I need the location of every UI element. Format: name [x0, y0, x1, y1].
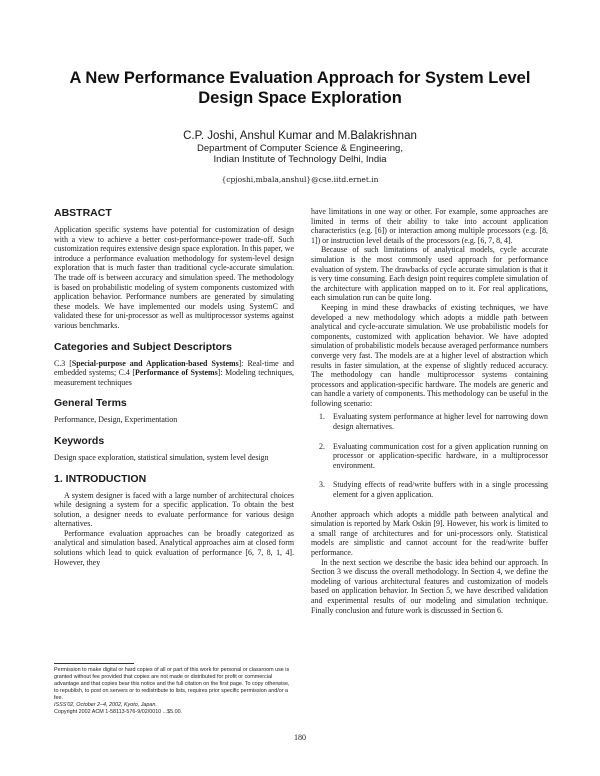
venue-text: ISSS'02, October 2–4, 2002, Kyoto, Japan. [54, 702, 157, 708]
institution: Indian Institute of Technology Delhi, India [213, 153, 387, 165]
author-emails: {cpjoshi,mbala,anshul}@cse.iitd.ernet.in [221, 175, 379, 184]
left-column [54, 207, 294, 577]
general-terms-heading: General Terms [54, 397, 127, 410]
c4-rest: ]: Modeling techniques, measurement techniques [54, 368, 295, 387]
list-item: 3. Studying effects of read/write buffers with in a single processing element for a given application. [319, 480, 548, 500]
intro-paragraph-2: Performance evaluation approaches can be broadly categorized as analytical and simulation based. Analytical approaches aim at closed form solutions which lead to quick evaluation of performance [6, 7, 8, 1, 4]. However, they [54, 528, 294, 567]
general-terms-section [54, 397, 294, 425]
keywords-heading: Keywords [54, 434, 105, 447]
page-number: 180 [294, 733, 306, 742]
categories-heading: Categories and Subject Descriptors [54, 340, 232, 353]
c4-title: Performance of Systems [135, 368, 218, 378]
introduction-section [54, 473, 294, 568]
keywords-section [54, 435, 294, 463]
general-terms-text: Performance, Design, Experimentation [54, 415, 178, 425]
right-paragraph-1: have limitations in one way or other. For example, some approaches are limited in terms of their ability to take into account application characteristics (e.g. [6]) or interaction among multiple processors (e.g. [8, 1]) or instruction level details of the processors (e.g. [6, 7, 8, 4]. [311, 207, 548, 245]
abstract-heading: ABSTRACT [54, 207, 112, 219]
categories-text [54, 359, 294, 388]
abstract-text: Application specific systems have potential for customization of design with a view to achieve a better cost-performance-power trade-off. Such customization requires extensive design space exploration. In this paper, we introduce a performance evaluation methodology for system-level design exploration that is much faster than traditional cycle-accurate simulation. The trade off is between accuracy and simulation speed. The methodology is based on probabilistic modeling of system components customized with application behavior. Performance numbers are generated by simulating these models. We have implemented our models using SystemC and validated these for uni-processor as well as multiprocessor systems against various benchmarks. [54, 225, 294, 330]
right-paragraph-4: Another approach which adopts a middle path between analytical and simulation is reported by Mark Oskin [9]. However, his work is limited to a small range of architectures and for uni-processors only. Statistical models are simplistic and cannot account for the read/write buffer performance. [311, 509, 548, 557]
author-names: C.P. Joshi, Anshul Kumar and M.Balakrishnan [183, 130, 417, 142]
right-paragraph-5: In the next section we describe the basic idea behind our approach. In Section 3 we discuss the overall methodology. In Section 4, we define the modeling of various architectural features and customization of models based on application behavior. In Section 5, we have described validation and experimental results of our modeling and simulation technique. Finally conclusion and future work is discussed in Section 6. [311, 557, 548, 615]
right-column [311, 207, 548, 615]
right-paragraph-2: Because of such limitations of analytical models, cycle accurate simulation is the most commonly used approach for performance evaluation of system. The drawbacks of cycle accurate simulation is that it is very time consuming. Each design point requires complete simulation of the architecture with application mapped on to it. For real applications, each simulation run can be quite long. [311, 245, 548, 303]
footnote-rule [54, 663, 134, 664]
copyright-footnote [54, 663, 294, 716]
intro-paragraph-1: A system designer is faced with a large number of architectural choices while designing a system for a specific application. To obtain the best solution, a designer needs to evaluate performance for various design alternatives. [54, 490, 294, 529]
copyright-text: Copyright 2002 ACM 1-58113-576-9/02/0010 ...$5.00. [54, 709, 183, 715]
categories-section [54, 341, 294, 388]
c3-code: C.3 [ [54, 358, 72, 368]
introduction-heading: 1. INTRODUCTION [54, 472, 147, 485]
paper-title: A New Performance Evaluation Approach for System Level Design Space Exploration [69, 69, 531, 107]
c3-rest: ]: Real-time and embedded systems; C.4 [ [54, 358, 294, 378]
list-item: 1. Evaluating system performance at higher level for narrowing down design alternatives. [319, 412, 548, 432]
list-item: 2. Evaluating communication cost for a given application running on processor or application-specific hardware, in a multiprocessor environment. [319, 441, 548, 470]
department: Department of Computer Science & Engineering, [197, 142, 403, 154]
author-block [100, 130, 500, 165]
permission-text: Permission to make digital or hard copies of all or part of this work for personal or classroom use is granted without fee provided that copies are not made or distributed for profit or commercial advantage and that copies bear this notice and the full citation on the first page. To copy otherwise, to republish, to post on servers or to redistribute to lists, requires prior specific permission and/or a fee. [54, 667, 290, 701]
scenario-list [311, 412, 548, 499]
c3-title: Special-purpose and Application-based Systems [71, 358, 239, 368]
keywords-text: Design space exploration, statistical simulation, system level design [54, 452, 269, 462]
abstract-section [54, 207, 294, 331]
right-paragraph-3: Keeping in mind these drawbacks of existing techniques, we have developed a new methodology which adopts a middle path between analytical and cycle-accurate simulation. We use probabilistic models for components, customized with application behavior. We have adopted simulation of probabilistic models because averaged performance numbers converge very fast. The models are at a higher level of abstraction which results in faster simulation, at the expense of slightly reduced accuracy. The methodology can handle multiprocessor systems containing processors and application-specific hardware. The models are generic and can handle a variety of components. This methodology can be useful in the following scenario: [311, 302, 548, 408]
